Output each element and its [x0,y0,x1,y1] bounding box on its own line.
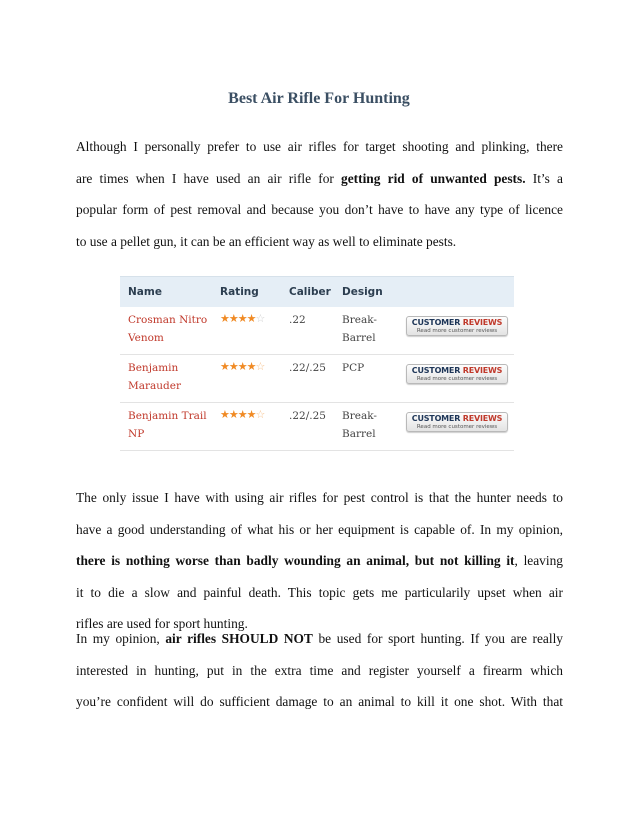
customer-reviews-button[interactable]: CUSTOMER REVIEWS Read more customer reviews [406,364,508,384]
star-icon: ★★★★ [220,360,256,373]
rifle-name[interactable]: Crosman Nitro Venom [128,314,208,344]
star-icon: ★★★★ [220,312,256,325]
caliber: .22 [289,314,306,326]
caliber: .22/.25 [289,410,326,422]
star-rating [220,360,264,374]
star-empty-icon: ☆ [255,312,265,325]
star-rating [220,408,264,422]
bold-phrase-wounding: there is nothing worse than badly wounding an animal, but not killing it [76,553,515,568]
table-row [120,403,514,451]
rifle-name[interactable]: Benjamin Trail NP [128,410,207,440]
para2-line-3: there is nothing worse than badly wounding an animal, but not killing it, leaving [76,553,563,568]
star-icon: ★★★★ [220,408,256,421]
sport-hunting-paragraph [76,623,563,718]
para2-line-2: have a good understanding of what his or her equipment is capable of. In my opinion, [76,521,563,537]
caliber: .22/.25 [289,362,326,374]
intro-paragraph [76,131,563,257]
bold-phrase-should-not: air rifles SHOULD NOT [165,631,313,646]
para3-line-3: you’re confident will do sufficient damage to an animal to kill it one shot. With that [76,694,563,709]
header-rating: Rating [220,286,259,298]
intro-line-4: to use a pellet gun, it can be an efficient way as well to eliminate pests. [76,233,457,249]
design: PCP [342,362,365,374]
half-star-icon: ☆ [255,408,265,421]
table-row [120,307,514,355]
para2-line-4: it to die a slow and painful death. This topic gets me particularily upset when air [76,584,563,600]
air-rifle-comparison-table [120,276,514,456]
intro-line-3: popular form of pest removal and because you don’t have to have any type of licence [76,202,563,217]
customer-reviews-button[interactable]: CUSTOMER REVIEWS Read more customer reviews [406,316,508,336]
customer-reviews-button[interactable]: CUSTOMER REVIEWS Read more customer reviews [406,412,508,432]
para3-line-2: interested in hunting, put in the extra time and register yourself a firearm which [76,662,563,678]
rifle-name[interactable]: Benjamin Marauder [128,362,182,392]
para2-line-5: rifles are used for sport hunting. [76,616,248,631]
table-row [120,355,514,403]
para3-line-1: In my opinion, air rifles SHOULD NOT be used for sport hunting. If you are really [76,631,564,646]
intro-line-2: are times when I have used an air rifle for getting rid of unwanted pests. It’s a [76,170,563,186]
bold-phrase-pests: getting rid of unwanted pests. [341,170,526,186]
design: Break- Barrel [342,410,377,440]
header-name: Name [128,286,162,298]
design: Break- Barrel [342,314,377,344]
half-star-icon: ☆ [255,360,265,373]
table-header [120,276,514,308]
page-title: Best Air Rifle For Hunting [228,90,410,107]
pest-control-paragraph [76,482,563,640]
para2-line-1: The only issue I have with using air rifles for pest control is that the hunter needs to [76,490,563,505]
star-rating [220,312,264,326]
header-caliber: Caliber [289,286,331,298]
header-design: Design [342,286,383,298]
intro-line-1: Although I personally prefer to use air rifles for target shooting and plinking, there [76,139,563,154]
